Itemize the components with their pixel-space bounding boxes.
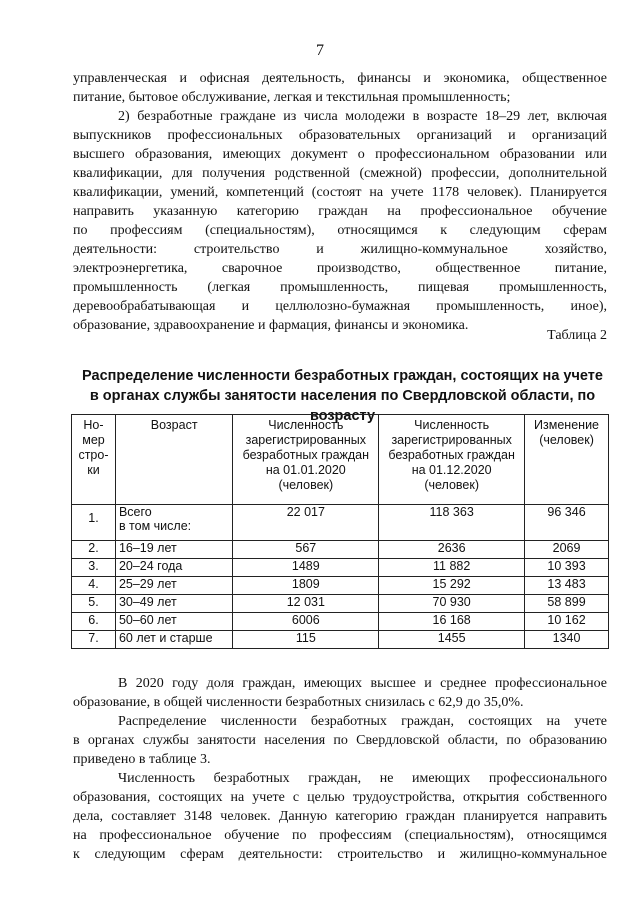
- table-header-row: [72, 415, 609, 505]
- value-change: 13 483: [525, 577, 609, 595]
- table-title-line: в органах службы занятости населения по Свердловской области, по возрасту: [89, 388, 596, 424]
- value-2020-01: 1809: [233, 577, 379, 595]
- row-number: 5.: [72, 595, 116, 613]
- header-change: Изменение (человек): [525, 415, 609, 505]
- table-title-line: Распределение численности безработных граждан, состоящих на учете: [82, 368, 603, 384]
- age-group: 16–19 лет: [115, 541, 232, 559]
- value-2020-12: 11 882: [379, 559, 525, 577]
- text-line: приведено в таблице 3.: [73, 752, 211, 767]
- value-2020-12: 2636: [379, 541, 525, 559]
- text-line: Распределение численности безработных граждан, состоящих на учете: [118, 714, 607, 729]
- table-row: [72, 595, 609, 613]
- table-row: [72, 559, 609, 577]
- value-change: 96 346: [525, 505, 609, 541]
- text-line: квалификации, для получения родственной (смежной) профессии, дополнительной: [73, 166, 607, 181]
- text-line: питание, бытовое обслуживание, легкая и текстильная промышленность;: [73, 90, 511, 105]
- value-change: 10 162: [525, 613, 609, 631]
- header-age: Возраст: [115, 415, 232, 505]
- text-line: Численность безработных граждан, не имеющих профессионального: [118, 771, 607, 786]
- value-2020-01: 22 017: [233, 505, 379, 541]
- value-2020-12: 1455: [379, 631, 525, 649]
- row-number: 4.: [72, 577, 116, 595]
- page-number: 7: [316, 42, 324, 59]
- text-line: образование, здравоохранение и фармация, финансы и экономика.: [73, 318, 469, 333]
- table-row: [72, 505, 609, 541]
- row-number: 1.: [72, 505, 116, 541]
- value-2020-01: 6006: [233, 613, 379, 631]
- text-line: по профессиям (специальностям), относящимся к следующим сферам: [73, 223, 607, 238]
- row-number: 3.: [72, 559, 116, 577]
- header-count-2020-01: Численность зарегистрированных безработных граждан на 01.01.2020 (человек): [233, 415, 379, 505]
- age-distribution-table: [71, 414, 609, 649]
- age-group: 60 лет и старше: [115, 631, 232, 649]
- text-line: электроэнергетика, сварочное производство, общественное питание,: [73, 261, 607, 276]
- row-number: 7.: [72, 631, 116, 649]
- value-change: 10 393: [525, 559, 609, 577]
- table-row: [72, 613, 609, 631]
- text-line: деревообрабатывающая и целлюлозно-бумажная промышленность, иное),: [73, 299, 607, 314]
- value-2020-12: 15 292: [379, 577, 525, 595]
- text-line: образование, в общей численности безработных снизилась с 62,9 до 35,0%.: [73, 695, 524, 710]
- value-2020-01: 115: [233, 631, 379, 649]
- text-line: направить указанную категорию граждан на профессиональное обучение: [73, 204, 607, 219]
- table-caption: Таблица 2: [547, 328, 607, 343]
- text-line: выпускников профессиональных образовательных организаций и организаций: [73, 128, 607, 143]
- age-group: 25–29 лет: [115, 577, 232, 595]
- age-group: 50–60 лет: [115, 613, 232, 631]
- row-number: 6.: [72, 613, 116, 631]
- text-line: квалификации, умений, компетенций (состоят на учете 1178 человек). Планируется: [73, 185, 607, 200]
- header-count-2020-12: Численность зарегистрированных безработных граждан на 01.12.2020 (человек): [379, 415, 525, 505]
- after-table-paragraphs: [73, 674, 607, 864]
- age-group: 30–49 лет: [115, 595, 232, 613]
- value-2020-12: 118 363: [379, 505, 525, 541]
- table-row: [72, 541, 609, 559]
- table-row: [72, 631, 609, 649]
- text-line: в органах службы занятости населения по Свердловской области, по образованию: [73, 733, 607, 748]
- text-line: высшего образования, имеющих документ о профессиональном образовании или: [73, 147, 607, 162]
- row-number: 2.: [72, 541, 116, 559]
- text-line: образования, состоящих на учете с целью трудоустройства, открытия собственного: [73, 790, 607, 805]
- value-2020-01: 1489: [233, 559, 379, 577]
- value-2020-12: 16 168: [379, 613, 525, 631]
- text-line: В 2020 году доля граждан, имеющих высшее и среднее профессиональное: [118, 676, 607, 691]
- value-2020-01: 12 031: [233, 595, 379, 613]
- value-2020-01: 567: [233, 541, 379, 559]
- value-change: 1340: [525, 631, 609, 649]
- text-line: к следующим сферам деятельности: строительство и жилищно-коммунальное: [73, 847, 607, 862]
- text-line: управленческая и офисная деятельность, финансы и экономика, общественное: [73, 71, 607, 86]
- table-row: [72, 577, 609, 595]
- value-2020-12: 70 930: [379, 595, 525, 613]
- text-line: дела, составляет 3148 человек. Данную категорию граждан планируется направить: [73, 809, 607, 824]
- value-change: 2069: [525, 541, 609, 559]
- value-change: 58 899: [525, 595, 609, 613]
- text-line: на профессиональное обучение по профессиям (специальностям), относящимся: [73, 828, 607, 843]
- age-group: 20–24 года: [115, 559, 232, 577]
- header-row-number: Но- мер стро- ки: [72, 415, 116, 505]
- text-line: промышленность (легкая промышленность, пищевая промышленность,: [73, 280, 607, 295]
- text-line: деятельности: строительство и жилищно-коммунальное хозяйство,: [73, 242, 607, 257]
- intro-paragraph: [73, 69, 607, 335]
- age-group: Всего в том числе:: [115, 505, 232, 541]
- text-line: 2) безработные граждане из числа молодежи в возрасте 18–29 лет, включая: [118, 109, 607, 124]
